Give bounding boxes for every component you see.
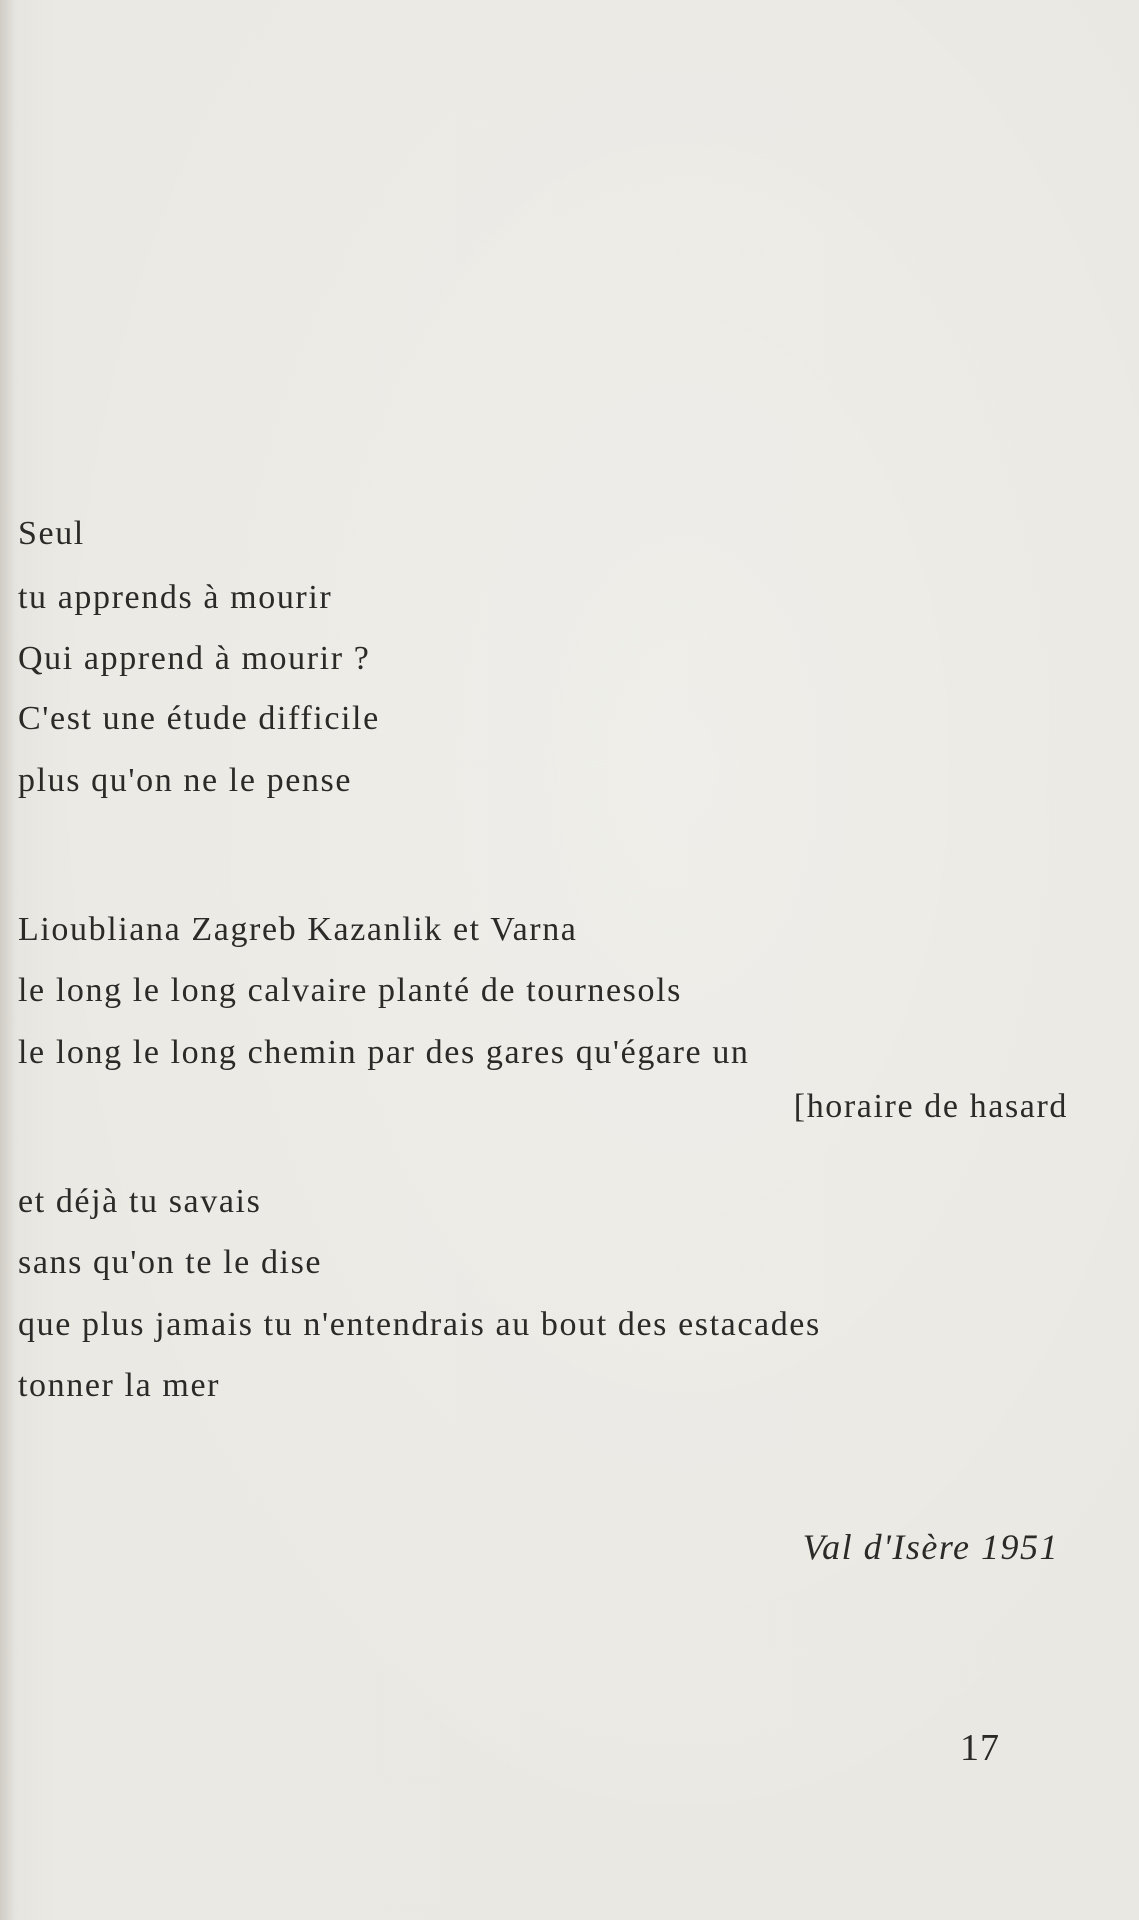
poem-line-continuation: [horaire de hasard [793, 1088, 1068, 1125]
poem-line: Qui apprend à mourir ? [18, 640, 371, 677]
poem-line: tu apprends à mourir [18, 579, 333, 616]
page-number: 17 [960, 1727, 1000, 1769]
poem-line: C'est une étude difficile [18, 700, 380, 737]
place-date-signature: Val d'Isère 1951 [802, 1527, 1059, 1567]
poem-line: le long le long calvaire planté de tournesols [18, 972, 682, 1009]
poem-line: le long le long chemin par des gares qu'égare un [18, 1034, 750, 1071]
poem-line: sans qu'on te le dise [18, 1244, 323, 1281]
poem-line: que plus jamais tu n'entendrais au bout des estacades [18, 1306, 821, 1343]
poem-line: Seul [18, 515, 85, 552]
poem-line: tonner la mer [18, 1367, 221, 1404]
poem-line: plus qu'on ne le pense [18, 762, 353, 799]
poem-line: et déjà tu savais [18, 1183, 262, 1220]
spine-shadow [0, 0, 18, 1920]
poem-line: Lioubliana Zagreb Kazanlik et Varna [18, 911, 578, 948]
